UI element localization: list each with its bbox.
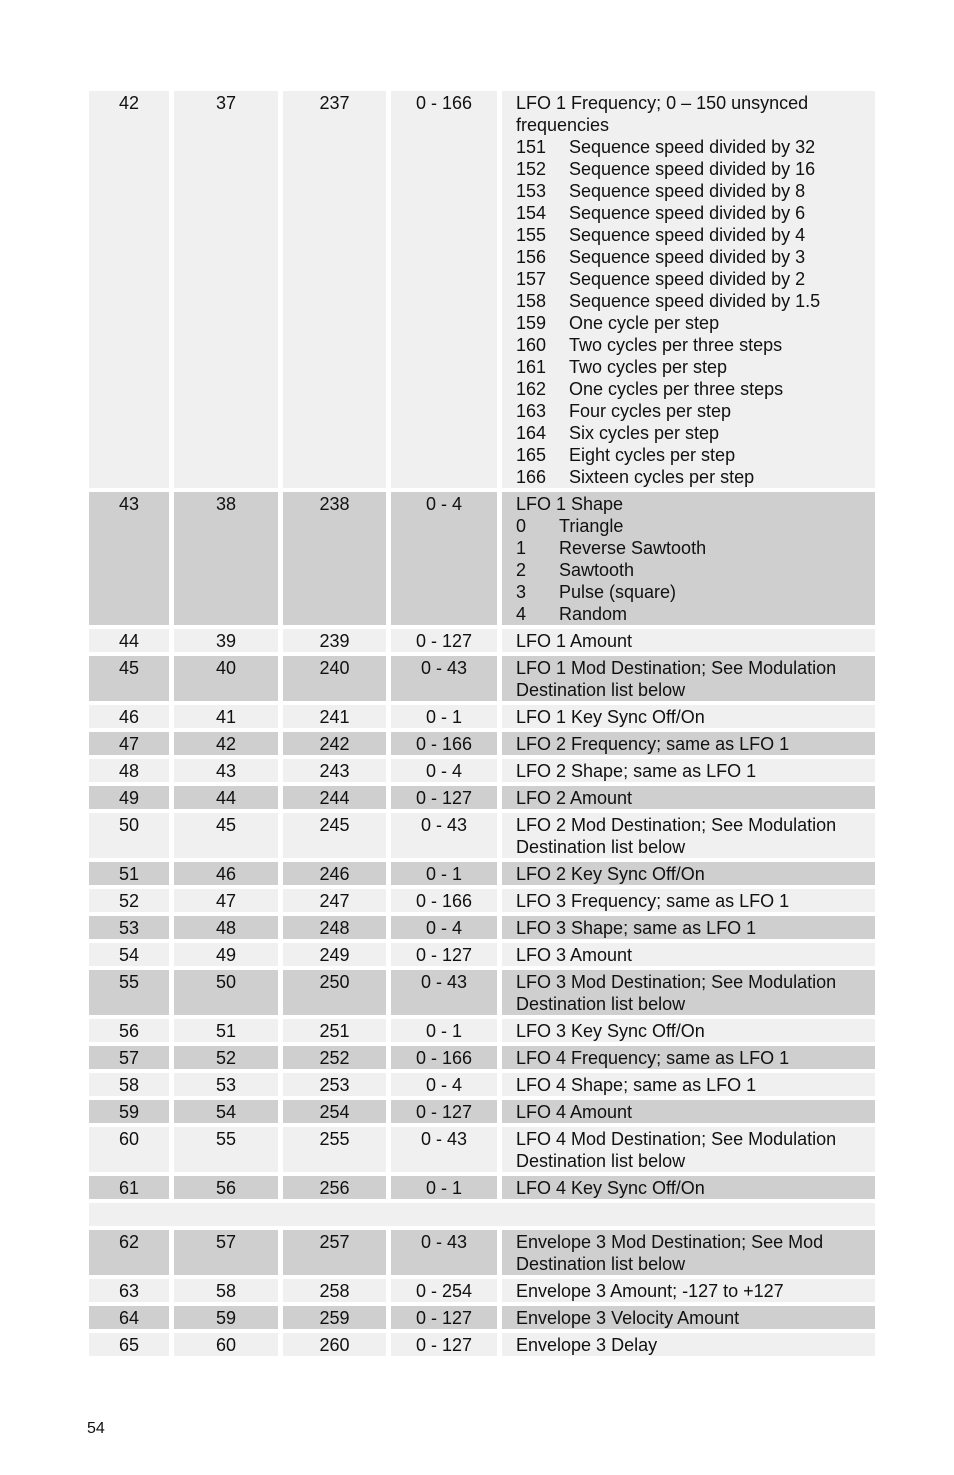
description-cell [502, 1333, 875, 1356]
nrpn-number-cell: 53 [89, 916, 169, 939]
sysex-number-cell: 242 [283, 732, 386, 755]
table-row [89, 1176, 875, 1199]
value-option-number: 157 [516, 269, 547, 289]
value-option-number: 158 [516, 291, 547, 311]
nrpn-number-cell: 54 [89, 943, 169, 966]
param-number-cell: 52 [174, 1046, 278, 1069]
value-option [516, 466, 875, 488]
value-option [516, 400, 875, 422]
description-cell [502, 759, 875, 782]
value-option-label: One cycle per step [569, 313, 720, 333]
sysex-number-cell: 240 [283, 656, 386, 701]
value-option-number: 154 [516, 203, 547, 223]
value-option-label: Random [559, 604, 628, 624]
param-number-cell: 38 [174, 492, 278, 625]
description-line: Envelope 3 Amount; -127 to +127 [516, 1281, 784, 1301]
range-cell: 0 - 1 [391, 705, 497, 728]
param-number-cell: 60 [174, 1333, 278, 1356]
sysex-number-cell: 254 [283, 1100, 386, 1123]
nrpn-number-cell: 55 [89, 970, 169, 1015]
value-option-number: 164 [516, 423, 547, 443]
value-option-number: 152 [516, 159, 547, 179]
sysex-number-cell: 243 [283, 759, 386, 782]
description-line: LFO 3 Amount [516, 945, 633, 965]
value-option-label: Pulse (square) [559, 582, 677, 602]
description-cell [502, 492, 875, 625]
value-option-number: 1 [516, 538, 527, 558]
param-number-cell: 58 [174, 1279, 278, 1302]
param-number-cell: 59 [174, 1306, 278, 1329]
value-option-label: Reverse Sawtooth [559, 538, 707, 558]
description-line: Envelope 3 Mod Destination; See Mod [516, 1232, 824, 1252]
nrpn-number-cell: 44 [89, 629, 169, 652]
nrpn-number-cell: 51 [89, 862, 169, 885]
range-cell: 0 - 166 [391, 91, 497, 488]
nrpn-number-cell: 49 [89, 786, 169, 809]
table-row [89, 916, 875, 939]
param-number-cell: 45 [174, 813, 278, 858]
value-option-number: 165 [516, 445, 547, 465]
range-cell: 0 - 166 [391, 732, 497, 755]
value-option-label: Six cycles per step [569, 423, 720, 443]
value-option-number: 2 [516, 560, 527, 580]
description-cell [502, 1100, 875, 1123]
value-option-label: Sequence speed divided by 8 [569, 181, 806, 201]
value-option-number: 160 [516, 335, 547, 355]
description-cell [502, 786, 875, 809]
param-number-cell: 39 [174, 629, 278, 652]
description-line: LFO 4 Shape; same as LFO 1 [516, 1075, 757, 1095]
description-cell [502, 1019, 875, 1042]
range-cell: 0 - 43 [391, 1127, 497, 1172]
sysex-number-cell: 245 [283, 813, 386, 858]
value-option-number: 161 [516, 357, 547, 377]
description-line: LFO 1 Key Sync Off/On [516, 707, 705, 727]
value-option-label: Four cycles per step [569, 401, 732, 421]
nrpn-number-cell: 62 [89, 1230, 169, 1275]
description-cell [502, 813, 875, 858]
nrpn-number-cell: 59 [89, 1100, 169, 1123]
value-option [516, 515, 875, 537]
description-cell [502, 91, 875, 488]
table-row [89, 862, 875, 885]
description-cell [502, 1127, 875, 1172]
page-number: 54 [87, 1420, 105, 1437]
param-number-cell: 37 [174, 91, 278, 488]
range-cell: 0 - 1 [391, 1176, 497, 1199]
description-line: LFO 2 Mod Destination; See Modulation [516, 815, 837, 835]
parameter-table [89, 91, 875, 1360]
value-option-label: One cycles per three steps [569, 379, 784, 399]
value-option [516, 356, 875, 378]
table-row [89, 732, 875, 755]
description-line: LFO 3 Shape; same as LFO 1 [516, 918, 757, 938]
description-line: Envelope 3 Velocity Amount [516, 1308, 740, 1328]
table-row [89, 492, 875, 625]
range-cell: 0 - 4 [391, 916, 497, 939]
range-cell: 0 - 43 [391, 813, 497, 858]
description-line: LFO 2 Amount [516, 788, 633, 808]
range-cell: 0 - 4 [391, 492, 497, 625]
table-row [89, 813, 875, 858]
value-option-number: 155 [516, 225, 547, 245]
description-line: LFO 1 Amount [516, 631, 633, 651]
sysex-number-cell: 259 [283, 1306, 386, 1329]
description-line: Destination list below [516, 1151, 686, 1171]
description-cell [502, 1279, 875, 1302]
param-number-cell: 43 [174, 759, 278, 782]
value-option [516, 158, 875, 180]
description-line: LFO 1 Mod Destination; See Modulation [516, 658, 837, 678]
nrpn-number-cell: 45 [89, 656, 169, 701]
nrpn-number-cell: 47 [89, 732, 169, 755]
description-cell [502, 1230, 875, 1275]
nrpn-number-cell: 58 [89, 1073, 169, 1096]
range-cell: 0 - 127 [391, 943, 497, 966]
range-cell: 0 - 4 [391, 759, 497, 782]
range-cell: 0 - 43 [391, 656, 497, 701]
param-number-cell: 44 [174, 786, 278, 809]
value-option [516, 537, 875, 559]
table-row [89, 1100, 875, 1123]
value-option [516, 581, 875, 603]
sysex-number-cell: 250 [283, 970, 386, 1015]
table-row [89, 1019, 875, 1042]
value-option-label: Sixteen cycles per step [569, 467, 755, 487]
spacer-cell [89, 1203, 875, 1226]
description-line: LFO 4 Mod Destination; See Modulation [516, 1129, 837, 1149]
sysex-number-cell: 251 [283, 1019, 386, 1042]
sysex-number-cell: 241 [283, 705, 386, 728]
value-option-label: Sequence speed divided by 16 [569, 159, 816, 179]
table-row [89, 1230, 875, 1275]
table-row [89, 1046, 875, 1069]
description-line: LFO 1 Shape [516, 494, 624, 514]
description-cell [502, 629, 875, 652]
param-number-cell: 41 [174, 705, 278, 728]
description-cell [502, 1046, 875, 1069]
sysex-number-cell: 255 [283, 1127, 386, 1172]
value-option-label: Two cycles per three steps [569, 335, 783, 355]
table-row [89, 705, 875, 728]
table-row [89, 759, 875, 782]
param-number-cell: 54 [174, 1100, 278, 1123]
param-number-cell: 55 [174, 1127, 278, 1172]
description-line: LFO 3 Key Sync Off/On [516, 1021, 705, 1041]
range-cell: 0 - 43 [391, 970, 497, 1015]
table-row [89, 1127, 875, 1172]
range-cell: 0 - 1 [391, 1019, 497, 1042]
param-number-cell: 50 [174, 970, 278, 1015]
table-row [89, 943, 875, 966]
description-line: frequencies [516, 115, 610, 135]
sysex-number-cell: 257 [283, 1230, 386, 1275]
param-number-cell: 40 [174, 656, 278, 701]
value-option-number: 166 [516, 467, 547, 487]
value-option-label: Sequence speed divided by 3 [569, 247, 806, 267]
range-cell: 0 - 127 [391, 786, 497, 809]
table-row [89, 629, 875, 652]
value-option [516, 202, 875, 224]
value-option-label: Two cycles per step [569, 357, 728, 377]
param-number-cell: 46 [174, 862, 278, 885]
table-row [89, 1333, 875, 1356]
nrpn-number-cell: 64 [89, 1306, 169, 1329]
param-number-cell: 48 [174, 916, 278, 939]
nrpn-number-cell: 57 [89, 1046, 169, 1069]
nrpn-number-cell: 63 [89, 1279, 169, 1302]
range-cell: 0 - 166 [391, 1046, 497, 1069]
sysex-number-cell: 238 [283, 492, 386, 625]
param-number-cell: 53 [174, 1073, 278, 1096]
value-option-number: 151 [516, 137, 547, 157]
sysex-number-cell: 252 [283, 1046, 386, 1069]
description-cell [502, 943, 875, 966]
value-option-label: Sequence speed divided by 32 [569, 137, 816, 157]
sysex-number-cell: 256 [283, 1176, 386, 1199]
table-row [89, 656, 875, 701]
description-line: Destination list below [516, 1254, 686, 1274]
description-cell [502, 889, 875, 912]
range-cell: 0 - 43 [391, 1230, 497, 1275]
description-line: Destination list below [516, 837, 686, 857]
nrpn-number-cell: 56 [89, 1019, 169, 1042]
param-number-cell: 56 [174, 1176, 278, 1199]
sysex-number-cell: 244 [283, 786, 386, 809]
range-cell: 0 - 127 [391, 1100, 497, 1123]
value-option-label: Triangle [559, 516, 624, 536]
range-cell: 0 - 254 [391, 1279, 497, 1302]
value-option [516, 312, 875, 334]
description-line: LFO 2 Shape; same as LFO 1 [516, 761, 757, 781]
value-option-number: 153 [516, 181, 547, 201]
nrpn-number-cell: 48 [89, 759, 169, 782]
value-option-label: Sequence speed divided by 6 [569, 203, 806, 223]
param-number-cell: 49 [174, 943, 278, 966]
nrpn-number-cell: 43 [89, 492, 169, 625]
value-option-label: Sequence speed divided by 4 [569, 225, 806, 245]
description-line: LFO 4 Key Sync Off/On [516, 1178, 705, 1198]
value-option [516, 334, 875, 356]
description-cell [502, 1306, 875, 1329]
description-cell [502, 1073, 875, 1096]
sysex-number-cell: 258 [283, 1279, 386, 1302]
table-row [89, 1279, 875, 1302]
range-cell: 0 - 127 [391, 1306, 497, 1329]
description-line: LFO 1 Frequency; 0 – 150 unsynced [516, 93, 809, 113]
description-line: LFO 4 Frequency; same as LFO 1 [516, 1048, 790, 1068]
value-option [516, 378, 875, 400]
value-option [516, 136, 875, 158]
param-number-cell: 57 [174, 1230, 278, 1275]
description-line: Destination list below [516, 994, 686, 1014]
sysex-number-cell: 239 [283, 629, 386, 652]
range-cell: 0 - 1 [391, 862, 497, 885]
value-option-number: 3 [516, 582, 527, 602]
description-line: LFO 2 Key Sync Off/On [516, 864, 705, 884]
value-option-number: 4 [516, 604, 527, 624]
description-line: LFO 4 Amount [516, 1102, 633, 1122]
nrpn-number-cell: 46 [89, 705, 169, 728]
value-option-label: Eight cycles per step [569, 445, 736, 465]
description-cell [502, 656, 875, 701]
table-row [89, 1306, 875, 1329]
value-option-label: Sequence speed divided by 2 [569, 269, 806, 289]
sysex-number-cell: 246 [283, 862, 386, 885]
value-option [516, 290, 875, 312]
description-cell [502, 916, 875, 939]
value-option-number: 163 [516, 401, 547, 421]
sysex-number-cell: 247 [283, 889, 386, 912]
value-option [516, 422, 875, 444]
description-line: Destination list below [516, 680, 686, 700]
param-number-cell: 47 [174, 889, 278, 912]
table-row [89, 786, 875, 809]
range-cell: 0 - 166 [391, 889, 497, 912]
value-option-label: Sawtooth [559, 560, 635, 580]
value-option-number: 0 [516, 516, 527, 536]
range-cell: 0 - 4 [391, 1073, 497, 1096]
value-option [516, 444, 875, 466]
description-line: LFO 2 Frequency; same as LFO 1 [516, 734, 790, 754]
sysex-number-cell: 248 [283, 916, 386, 939]
description-cell [502, 705, 875, 728]
nrpn-number-cell: 52 [89, 889, 169, 912]
value-option [516, 268, 875, 290]
description-cell [502, 970, 875, 1015]
nrpn-number-cell: 50 [89, 813, 169, 858]
value-option-label: Sequence speed divided by 1.5 [569, 291, 821, 311]
range-cell: 0 - 127 [391, 629, 497, 652]
sysex-number-cell: 253 [283, 1073, 386, 1096]
value-option [516, 224, 875, 246]
nrpn-number-cell: 42 [89, 91, 169, 488]
table-spacer-row [89, 1203, 875, 1226]
value-option-number: 159 [516, 313, 547, 333]
description-line: LFO 3 Frequency; same as LFO 1 [516, 891, 790, 911]
value-option-number: 156 [516, 247, 547, 267]
sysex-number-cell: 249 [283, 943, 386, 966]
value-option [516, 180, 875, 202]
description-cell [502, 862, 875, 885]
param-number-cell: 51 [174, 1019, 278, 1042]
sysex-number-cell: 260 [283, 1333, 386, 1356]
table-row [89, 1073, 875, 1096]
range-cell: 0 - 127 [391, 1333, 497, 1356]
value-option [516, 559, 875, 581]
nrpn-number-cell: 65 [89, 1333, 169, 1356]
description-line: Envelope 3 Delay [516, 1335, 658, 1355]
description-cell [502, 732, 875, 755]
table-row [89, 889, 875, 912]
description-line: LFO 3 Mod Destination; See Modulation [516, 972, 837, 992]
value-option-number: 162 [516, 379, 547, 399]
param-number-cell: 42 [174, 732, 278, 755]
sysex-number-cell: 237 [283, 91, 386, 488]
table-row [89, 91, 875, 488]
value-option [516, 246, 875, 268]
nrpn-number-cell: 61 [89, 1176, 169, 1199]
nrpn-number-cell: 60 [89, 1127, 169, 1172]
table-row [89, 970, 875, 1015]
value-option [516, 603, 875, 625]
description-cell [502, 1176, 875, 1199]
